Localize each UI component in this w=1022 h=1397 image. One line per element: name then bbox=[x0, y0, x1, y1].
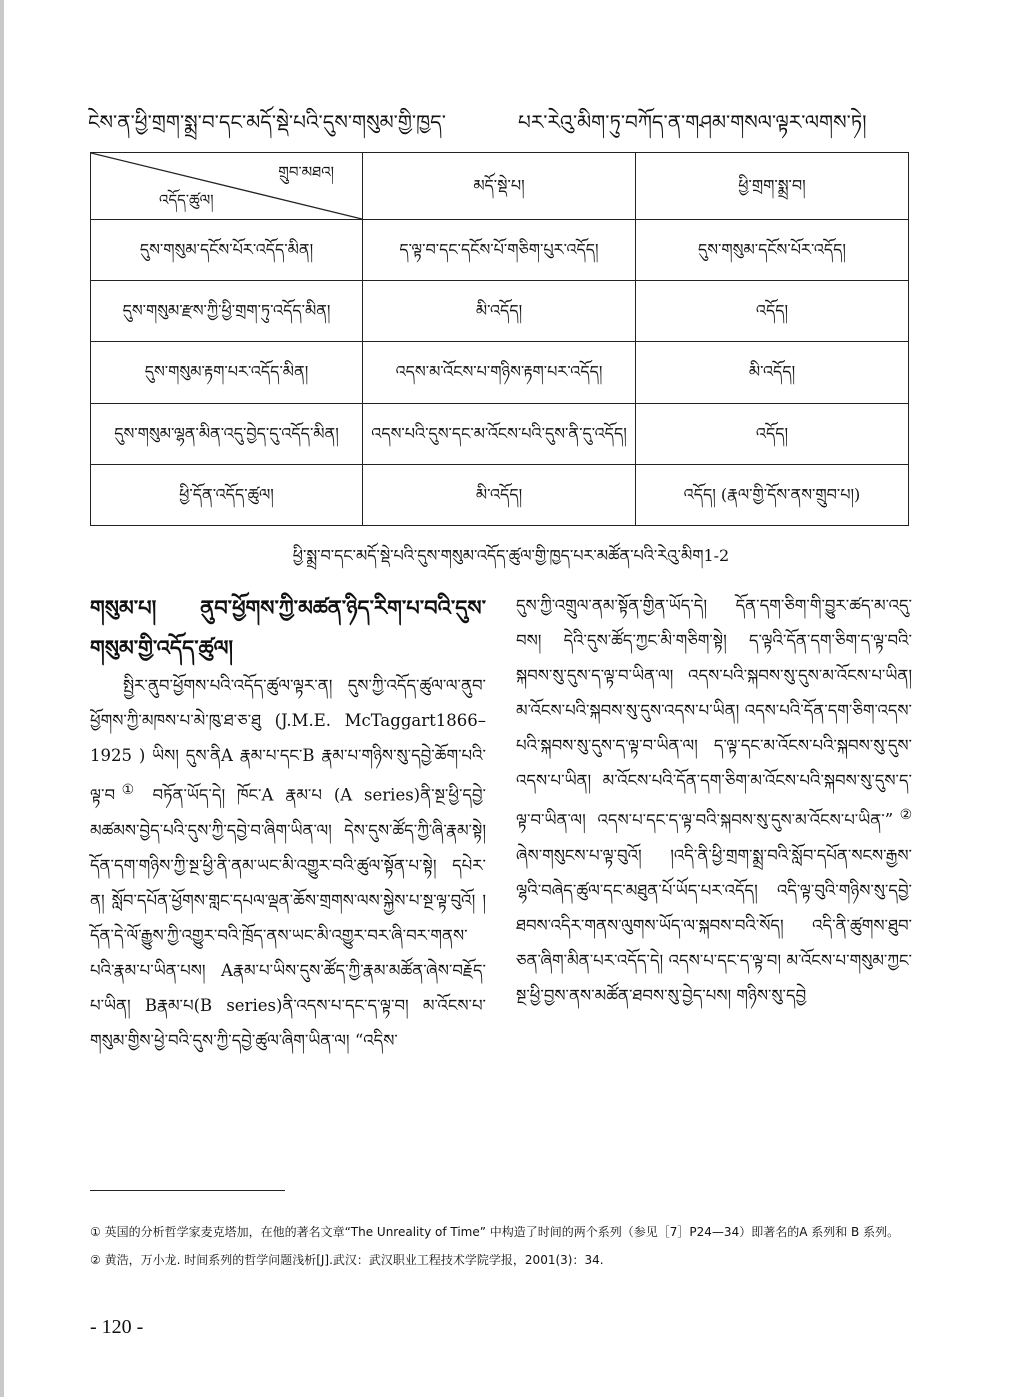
header-top-right: གྲུབ་མཐའ། bbox=[278, 163, 334, 181]
left-text-b: བཏོན་ཡོད་དེ། ཁོང་A རྣམ་པ (A series)ནི་སྔ་ཕྱི་དབྱེ་མཚམས་བྱེད་པའི་དུས་ཀྱི་དབྱེ་བ་ཞིག་ཡིན་ལ། དེས་དུས་ཚོད་ཀྱི་ཞི་རྣམ་སྟེ། དོན་དག་གཉིས་ཀྱི་སྔ་ཕྱི་ནི་ནམ་ཡང་མི་འགྱུར་བའི་ཚུལ་སྟོན་པ་སྟེ། དཔེར་ན། སློབ་དཔོན་ཕྱོགས་གླང་དཔལ་ལྡན་ཆོས་གྲགས་ལས་སྐྱེས་པ་སྔ་ལྟ་བུའོ། །དོན་དེ་ལོ་རྒྱུས་ཀྱི་འགྱུར་བའི་ཁྲོད་ནས་ཡང་མི་འགྱུར་བར་ཞི་བར་གནས་པའི་རྣམ་པ་ཡིན་པས། Aརྣམ་པ་ཡིས་དུས་ཚོད་ཀྱི་རྣམ་མཚོན་ཞེས་བརྗོད་པ་ཡིན། Bརྣམ་པ(B series)ནི་འདས་པ་དང་ད་ལྟ་བ། མ་འོངས་པ་གསུམ་གྱིས་ཕྱེ་བའི་དུས་ཀྱི་དབྱེ་ཚུལ་ཞིག་ཡིན་ལ། “འདིས་ bbox=[90, 785, 486, 1050]
right-text-a: དུས་ཀྱི་འགྲུལ་ནམ་སྟོན་གྱིན་ཡོད་དེ། དོན་དག་ཅིག་གི་བྱུར་ཚད་མ་འདུ་བས། དེའི་དུས་ཚོད་ཀྱང་མི་གཅིག་སྟེ། ད་ལྟའི་དོན་དག་ཅིག་ད་ལྟ་བའི་སྐབས་སུ་དུས་ད་ལྟ་བ་ཡིན་ལ། འདས་པའི་སྐབས་སུ་དུས་མ་འོངས་པ་ཡིན། མ་འོངས་པའི་སྐབས་སུ་དུས་འདས་པ་ཡིན། འདས་པའི་དོན་དག་ཅིག་འདས་པའི་སྐབས་སུ་དུས་ད་ལྟ་བ་ཡིན་ལ། ད་ལྟ་དང་མ་འོངས་པའི་སྐབས་སུ་དུས་འདས་པ་ཡིན། མ་འོངས་པའི་དོན་དག་ཅིག་མ་འོངས་པའི་སྐབས་སུ་དུས་ད་ལྟ་བ་ཡིན་ལ། འདས་པ་དང་ད་ལྟ་བའི་སྐབས་སུ་དུས་མ་འོངས་པ་ཡིན་” bbox=[516, 596, 912, 830]
table-cell: ད་ལྟ་བ་དང་དངོས་པོ་གཅིག་པུར་འདོད། bbox=[363, 220, 636, 281]
table-cell: མི་འདོད། bbox=[363, 281, 636, 342]
table-cell: འདོད། bbox=[636, 403, 909, 464]
table-cell: མི་འདོད། bbox=[636, 342, 909, 403]
table-cell: དུས་གསུམ་དངོས་པོར་འདོད། bbox=[636, 220, 909, 281]
table-cell: དུས་གསུམ་རྫས་ཀྱི་ཕྱི་གྲག་ཏུ་འདོད་མིན། bbox=[91, 281, 363, 342]
diagonal-header-cell bbox=[91, 153, 363, 220]
right-column bbox=[516, 588, 912, 1013]
left-column bbox=[90, 588, 486, 1058]
footnote-rule bbox=[90, 1190, 285, 1191]
table-cell: དུས་གསུམ་དངོས་པོར་འདོད་མིན། bbox=[91, 220, 363, 281]
left-paragraph bbox=[90, 668, 486, 1058]
table-header-row bbox=[91, 153, 909, 220]
page-edge bbox=[0, 0, 4, 1397]
footnote-1: ① 英国的分析哲学家麦克塔加，在他的著名文章“The Unreality of Time” 中构造了时间的两个系列（参见［7］P24—34）即著名的A 系列和 B 系列。 bbox=[90, 1225, 900, 1239]
table-cell: འདས་པའི་དུས་དང་མ་འོངས་པའི་དུས་ནི་དུ་འདོད། bbox=[363, 403, 636, 464]
footnotes bbox=[90, 1218, 920, 1274]
table-cell: འདོད། bbox=[636, 281, 909, 342]
table-cell: མི་འདོད། bbox=[363, 464, 636, 525]
footnote-2: ② 黄浩，万小龙. 时间系列的哲学问题浅析[J].武汉：武汉职业工程技术学院学报，2001(3)：34. bbox=[90, 1253, 604, 1267]
table-row bbox=[91, 220, 909, 281]
table-cell: འདས་མ་འོངས་པ་གཉིས་རྟག་པར་འདོད། bbox=[363, 342, 636, 403]
left-text-a: སྤྱིར་ནུབ་ཕྱོགས་པའི་འདོད་ཚུལ་ལྟར་ན། དུས་ཀྱི་འདོད་ཚུལ་ལ་ནུབ་ཕྱོགས་ཀྱི་མཁས་པ་མེ་ཁུ་ཐ་ཅ་ཐུ (J.M.E. McTaggart1866–1925 ) ཡིས། དུས་ནིA རྣམ་པ་དང་B རྣམ་པ་གཉིས་སུ་དབྱེ་ཆོག་པའི་ལྟ་བ bbox=[90, 676, 486, 805]
table-cell: འདོད། (རྣལ་གྱི་དོས་ནས་གྲུབ་པ།) bbox=[636, 464, 909, 525]
table-row bbox=[91, 342, 909, 403]
table-row bbox=[91, 403, 909, 464]
right-text-b: ཞེས་གསུངས་པ་ལྟ་བུའོ། །འདི་ནི་ཕྱི་གྲག་སྨྲ་བའི་སློབ་དཔོན་སངས་རྒྱས་ལྷའི་བཞེད་ཚུལ་དང་མཐུན་པོ་ཡོད་པར་འདོད། འདི་ལྟ་བུའི་གཉིས་སུ་དབྱེ་ཐབས་འདིར་གནས་ལུགས་ཡོད་ལ་སྐབས་བའི་སོད། འདི་ནི་ཚུགས་ཐུབ་ཅན་ཞིག་མིན་པར་འདོད་དེ། འདས་པ་དང་ད་ལྟ་བ། མ་འོངས་པ་གསུམ་ཀྱང་སྔ་ཕྱི་བྱས་ནས་མཚོན་ཐབས་སུ་བྱེད་པས། གཉིས་སུ་དབྱེ bbox=[516, 845, 912, 1005]
footnote-ref-1[interactable]: ① bbox=[115, 782, 141, 798]
table-caption: ཕྱི་སྨྲ་བ་དང་མདོ་སྡེ་པའི་དུས་གསུམ་འདོད་ཚུལ་གྱི་ཁྱད་པར་མཚོན་པའི་རེའུ་མིག1-2 bbox=[292, 546, 730, 565]
section-heading: གསུམ་པ། ནུབ་ཕྱོགས་ཀྱི་མཚན་ཉིད་རིག་པ་བའི་དུས་གསུམ་གྱི་འདོད་ཚུལ། bbox=[90, 595, 486, 660]
col2-header: མདོ་སྡེ་པ། bbox=[363, 153, 636, 220]
table-cell: དུས་གསུམ་ལྷན་མིན་འདུ་བྱེད་དུ་འདོད་མིན། bbox=[91, 403, 363, 464]
header-bottom-left: འདོད་ཚུལ། bbox=[159, 190, 214, 209]
intro-part-b: པར་རེའུ་མིག་ཏུ་བཀོད་ན་གཤམ་གསལ་ལྟར་ལགས་ཏེ། bbox=[518, 110, 867, 134]
footnote-ref-2[interactable]: ② bbox=[893, 807, 913, 823]
table-row bbox=[91, 464, 909, 525]
table-cell: ཕྱི་དོན་འདོད་ཚུལ། bbox=[91, 464, 363, 525]
col3-header: ཕྱི་གྲག་སྨྲ་བ། bbox=[636, 153, 909, 220]
table-row bbox=[91, 281, 909, 342]
page-number: - 120 - bbox=[90, 1316, 144, 1338]
right-paragraph bbox=[516, 588, 912, 1013]
intro-part-a: ངེས་ན་ཕྱི་གྲག་སྨྲ་བ་དང་མདོ་སྡེ་པའི་དུས་གསུམ་གྱི་ཁྱད་ bbox=[88, 110, 446, 134]
comparison-table bbox=[90, 152, 909, 526]
table-cell: དུས་གསུམ་རྟག་པར་འདོད་མིན། bbox=[91, 342, 363, 403]
